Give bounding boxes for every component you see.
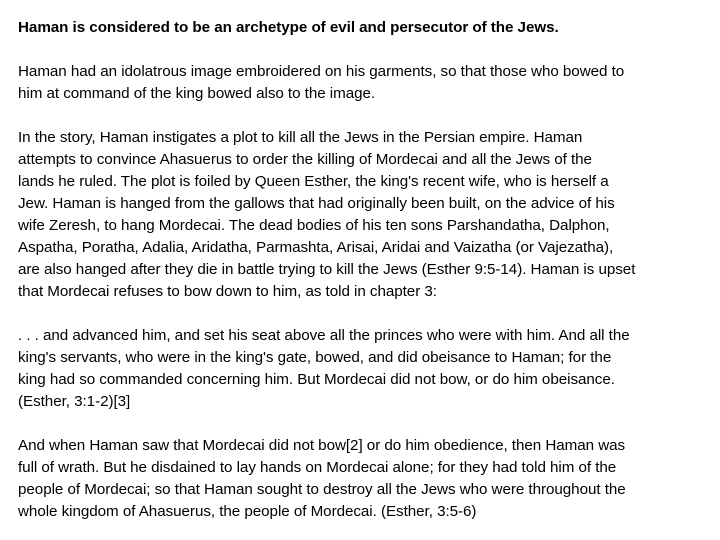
paragraph-line: Aspatha, Poratha, Adalia, Aridatha, Parmashta, Arisai, Aridai and Vaizatha (or Vajezatha), bbox=[18, 239, 614, 256]
paragraph-line: Jew. Haman is hanged from the gallows that had originally been built, on the advice of his bbox=[18, 195, 615, 212]
paragraph-line: In the story, Haman instigates a plot to kill all the Jews in the Persian empire. Haman bbox=[18, 129, 583, 146]
document-heading: Haman is considered to be an archetype of evil and persecutor of the Jews. bbox=[18, 19, 559, 36]
paragraph-gap bbox=[18, 105, 706, 127]
paragraph-2 bbox=[18, 127, 706, 303]
paragraph-line: wife Zeresh, to hang Mordecai. The dead bodies of his ten sons Parshandatha, Dalphon, bbox=[18, 217, 610, 234]
paragraph-line: are also hanged after they die in battle trying to kill the Jews (Esther 9:5-14). Haman is upset bbox=[18, 261, 636, 278]
paragraph-line: king's servants, who were in the king's gate, bowed, and did obeisance to Haman; for the bbox=[18, 349, 612, 366]
paragraph-line: him at command of the king bowed also to the image. bbox=[18, 85, 376, 102]
paragraph-line: whole kingdom of Ahasuerus, the people of Mordecai. (Esther, 3:5-6) bbox=[18, 503, 477, 520]
paragraph-3-quote bbox=[18, 325, 706, 413]
paragraph-line: lands he ruled. The plot is foiled by Queen Esther, the king's recent wife, who is herself a bbox=[18, 173, 609, 190]
paragraph-line: people of Mordecai; so that Haman sought to destroy all the Jews who were throughout the bbox=[18, 481, 626, 498]
paragraph-line: that Mordecai refuses to bow down to him, as told in chapter 3: bbox=[18, 283, 437, 300]
paragraph-4 bbox=[18, 435, 706, 523]
paragraph-line: And when Haman saw that Mordecai did not bow[2] or do him obedience, then Haman was bbox=[18, 437, 626, 454]
paragraph-gap bbox=[18, 413, 706, 435]
paragraph-1 bbox=[18, 61, 706, 105]
paragraph-gap bbox=[18, 39, 706, 61]
paragraph-gap bbox=[18, 303, 706, 325]
paragraph-line: king had so commanded concerning him. But Mordecai did not bow, or do him obeisance. bbox=[18, 371, 615, 388]
paragraph-line: attempts to convince Ahasuerus to order the killing of Mordecai and all the Jews of the bbox=[18, 151, 592, 168]
paragraph-line: (Esther, 3:1-2)[3] bbox=[18, 393, 131, 410]
paragraph-line: Haman had an idolatrous image embroidered on his garments, so that those who bowed to bbox=[18, 63, 625, 80]
paragraph-line: full of wrath. But he disdained to lay hands on Mordecai alone; for they had told him of the bbox=[18, 459, 617, 476]
paragraph-line: . . . and advanced him, and set his seat above all the princes who were with him. And all the bbox=[18, 327, 630, 344]
